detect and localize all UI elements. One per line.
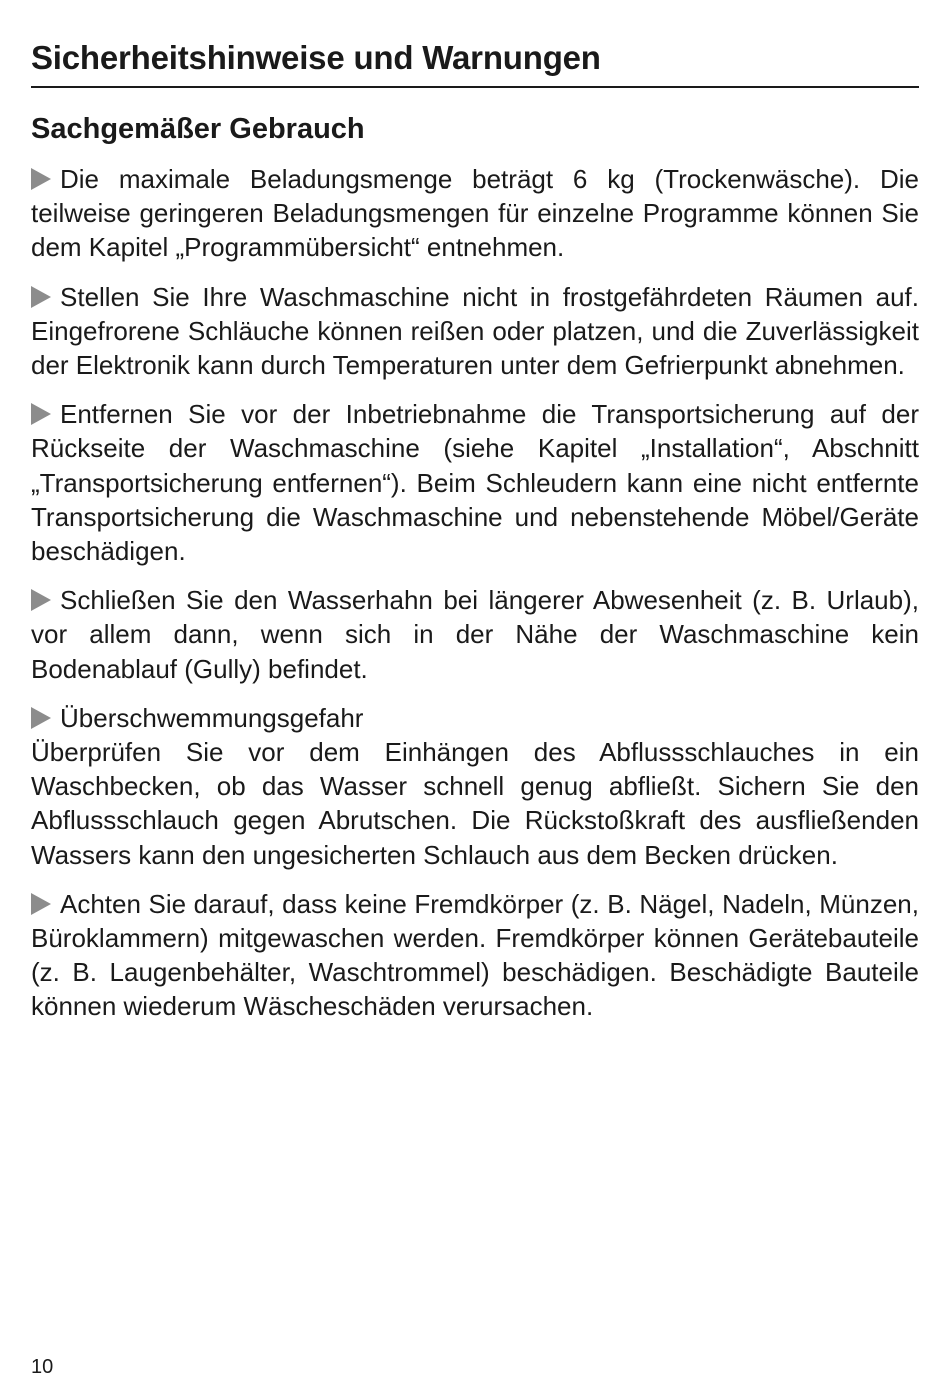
list-item-max-load — [31, 162, 919, 265]
list-item-transport-lock — [31, 397, 919, 568]
list-item-foreign-objects — [31, 887, 919, 1024]
triangle-right-icon — [31, 286, 51, 308]
triangle-right-icon — [31, 589, 51, 611]
item-text: Die maximale Beladungsmenge beträgt 6 kg (Trockenwäsche). Die teilweise geringeren Beladungsmengen für einzelne Programme können Sie dem Kapitel „Programmübersicht“ entnehmen. — [31, 164, 919, 263]
item-title: Überschwemmungsgefahr — [60, 702, 364, 733]
page-number: 10 — [31, 1356, 54, 1378]
triangle-right-icon — [31, 168, 51, 190]
list-item-frost — [31, 280, 919, 383]
item-text: Entfernen Sie vor der Inbetriebnahme die Transportsicherung auf der Rückseite der Waschmaschine (siehe Kapitel „Installation“, Abschnitt „Transportsicherung entfernen“). Beim Schleudern kann eine nicht entfernte Transportsicherung die Waschmaschine und nebenstehende Möbel/Geräte beschädigen. — [31, 399, 919, 567]
triangle-right-icon — [31, 893, 51, 915]
triangle-right-icon — [31, 707, 51, 729]
section-heading: Sachgemäßer Gebrauch — [31, 113, 365, 145]
item-text: Schließen Sie den Wasserhahn bei längerer Abwesenheit (z. B. Urlaub), vor allem dann, wenn sich in der Nähe der Waschmaschine kein Bodenablauf (Gully) befindet. — [31, 585, 919, 684]
safety-instructions-list — [31, 162, 919, 1039]
item-text: Stellen Sie Ihre Waschmaschine nicht in frostgefährdeten Räumen auf. Eingefrorene Schläuche können reißen oder platzen, und die Zuverlässigkeit der Elektronik kann durch Temperaturen unter dem Gefrierpunkt abnehmen. — [31, 281, 919, 381]
item-text: Überprüfen Sie vor dem Einhängen des Abflussschlauches in ein Waschbecken, ob das Wasser schnell genug abfließt. Sichern Sie den Abflussschlauch gegen Abrutschen. Die Rückstoßkraft des ausfließenden Wassers kann den ungesicherten Schlauch aus dem Becken drücken. — [31, 737, 919, 870]
triangle-right-icon — [31, 403, 51, 425]
item-text: Achten Sie darauf, dass keine Fremdkörper (z. B. Nägel, Nadeln, Münzen, Büroklammern) mitgewaschen werden. Fremdkörper können Gerätebauteile (z. B. Laugenbehälter, Waschtrommel) beschädigen. Beschädigte Bauteile können wiederum Wäscheschäden verursachen. — [31, 888, 919, 1022]
list-item-water-tap — [31, 583, 919, 686]
list-item-flooding — [31, 701, 919, 872]
title-divider — [31, 86, 919, 88]
page-title: Sicherheitshinweise und Warnungen — [31, 39, 601, 76]
